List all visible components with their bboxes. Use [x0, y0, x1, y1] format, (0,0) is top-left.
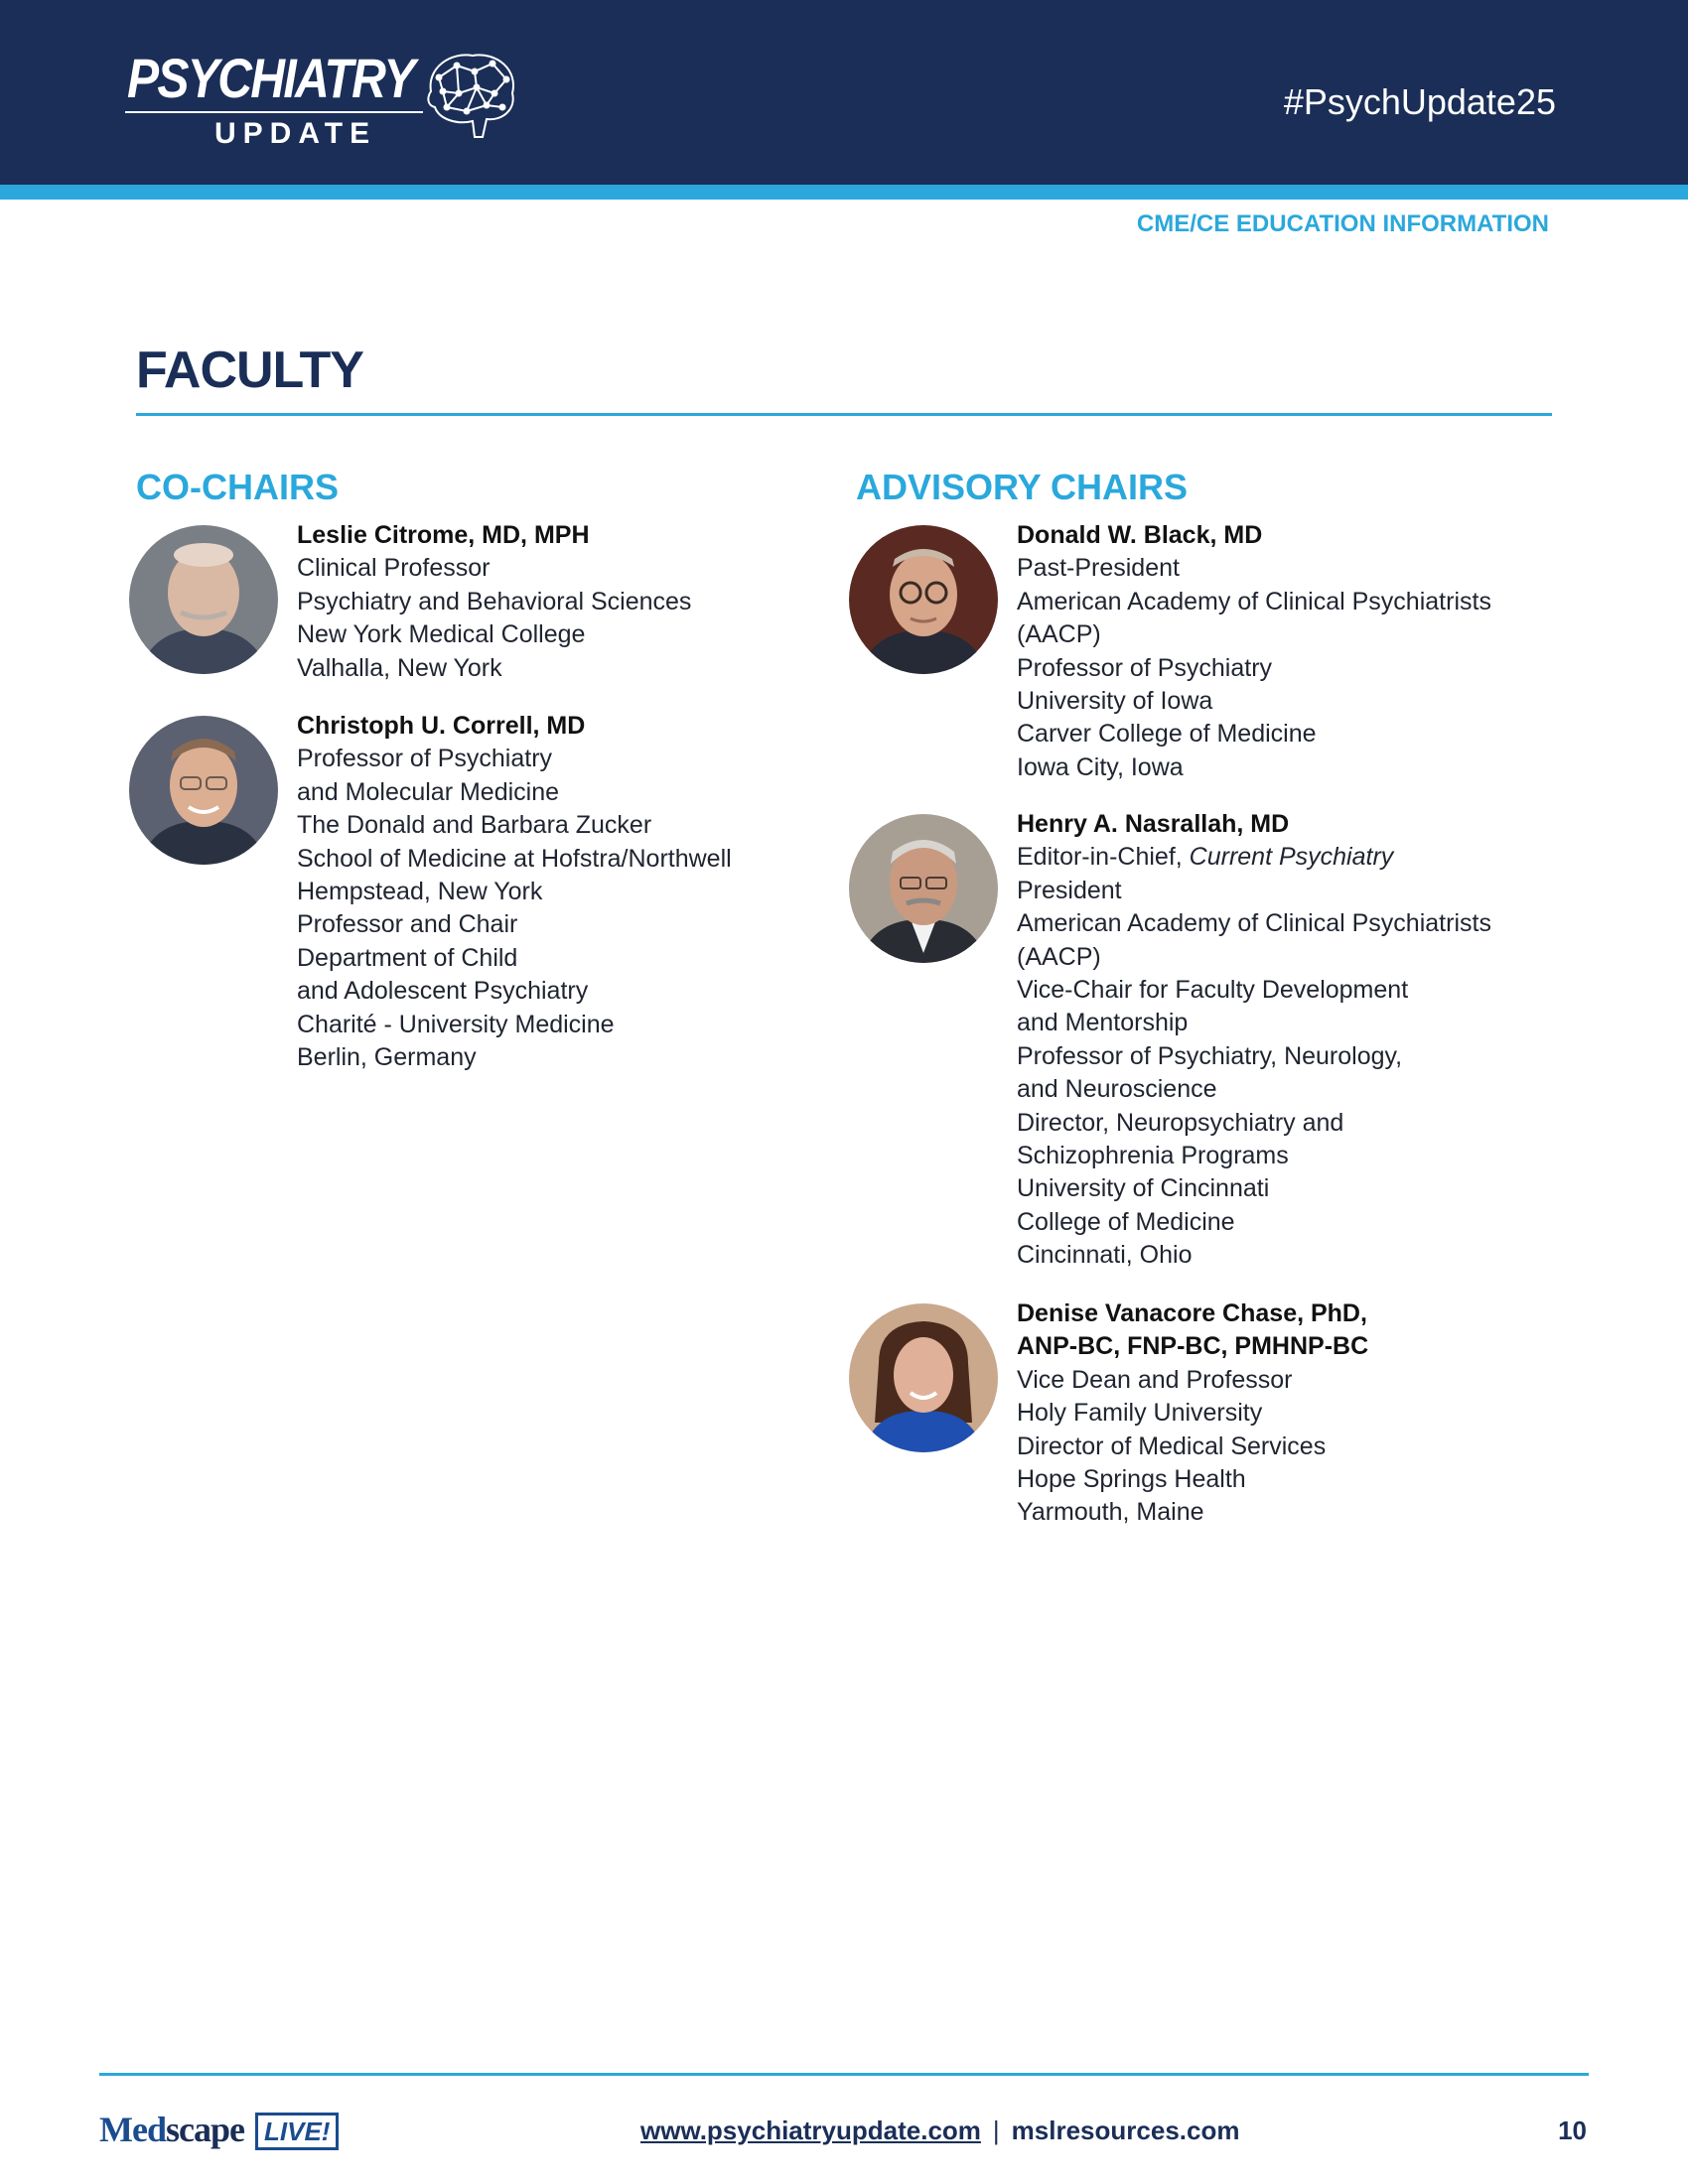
bio-line: Psychiatry and Behavioral Sciences: [297, 587, 692, 615]
live-badge: LIVE!: [255, 2113, 339, 2150]
bio-line: Past-President: [1017, 554, 1180, 583]
faculty-bio: [1017, 1297, 1553, 1530]
faculty-bio: [1017, 519, 1553, 784]
bio-line: College of Medicine: [1017, 1207, 1235, 1236]
bio-line: American Academy of Clinical Psychiatrists: [1017, 587, 1491, 615]
bio-line: Holy Family University: [1017, 1399, 1263, 1428]
header-bar: [0, 0, 1688, 185]
psychiatry-update-link[interactable]: www.psychiatryupdate.com: [640, 2116, 981, 2145]
header-accent-stripe: [0, 185, 1688, 200]
faculty-bio: [297, 519, 833, 685]
avatar: [129, 525, 278, 674]
bio-line: (AACP): [1017, 942, 1101, 971]
bio-line-editor: [1017, 841, 1553, 874]
logo-sub-text: UPDATE: [214, 117, 377, 150]
logo-underline: [125, 111, 423, 113]
bio-line: Clinical Professor: [297, 554, 491, 583]
bio-line: Berlin, Germany: [297, 1043, 477, 1072]
brain-network-icon: [417, 48, 522, 143]
avatar: [849, 525, 998, 674]
bio-line: Hempstead, New York: [297, 878, 543, 906]
bio-line: and Neuroscience: [1017, 1075, 1217, 1104]
medscape-med: Med: [99, 2110, 166, 2149]
bio-line: Vice Dean and Professor: [1017, 1365, 1293, 1394]
bio-line: Carver College of Medicine: [1017, 720, 1317, 749]
faculty-name: Henry A. Nasrallah, MD: [1017, 810, 1290, 838]
bio-line: University of Cincinnati: [1017, 1174, 1270, 1203]
title-divider: [136, 413, 1552, 416]
avatar: [849, 814, 998, 963]
bio-line: Charité - University Medicine: [297, 1010, 615, 1038]
bio-line: Schizophrenia Programs: [1017, 1142, 1289, 1170]
avatar: [129, 716, 278, 865]
bio-line: Department of Child: [297, 943, 518, 972]
bio-line: American Academy of Clinical Psychiatrists: [1017, 909, 1491, 938]
bio-line: Iowa City, Iowa: [1017, 752, 1184, 781]
bio-line: Vice-Chair for Faculty Development: [1017, 976, 1409, 1005]
bio-line: President: [1017, 876, 1122, 904]
bio-line: The Donald and Barbara Zucker: [297, 811, 652, 840]
faculty-name: Christoph U. Correll, MD: [297, 712, 586, 740]
link-separator: |: [992, 2116, 1000, 2145]
bio-line: and Molecular Medicine: [297, 777, 560, 806]
bio-line: Hope Springs Health: [1017, 1465, 1246, 1494]
cochairs-heading: CO-CHAIRS: [136, 467, 339, 507]
footer-links: [640, 2116, 1239, 2146]
journal-name: Current Psychiatry: [1189, 843, 1394, 872]
page-title: FACULTY: [136, 341, 363, 399]
medscape-wordmark: [99, 2109, 244, 2150]
bio-line: University of Iowa: [1017, 687, 1213, 716]
faculty-name: Denise Vanacore Chase, PhD,: [1017, 1299, 1367, 1327]
editor-title: Editor-in-Chief,: [1017, 843, 1190, 872]
mslresources-link[interactable]: mslresources.com: [1011, 2116, 1240, 2145]
faculty-bio: [297, 710, 833, 1074]
faculty-bio: [1017, 808, 1553, 1273]
faculty-credentials: ANP-BC, FNP-BC, PMHNP-BC: [1017, 1332, 1369, 1361]
hashtag: #PsychUpdate25: [1283, 81, 1556, 122]
advisory-chairs-heading: ADVISORY CHAIRS: [856, 467, 1189, 507]
bio-line: Director of Medical Services: [1017, 1432, 1327, 1460]
logo-main-text: PSYCHIATRY: [127, 47, 414, 109]
bio-line: New York Medical College: [297, 620, 586, 649]
bio-line: Valhalla, New York: [297, 653, 502, 682]
bio-line: and Mentorship: [1017, 1009, 1189, 1037]
section-label: CME/CE EDUCATION INFORMATION: [1136, 210, 1549, 237]
faculty-name: Leslie Citrome, MD, MPH: [297, 521, 590, 549]
bio-line: Professor and Chair: [297, 910, 518, 939]
bio-line: Professor of Psychiatry: [297, 745, 553, 773]
footer-divider: [99, 2073, 1589, 2076]
page-number: 10: [1558, 2116, 1587, 2145]
medscape-scape: scape: [165, 2110, 244, 2149]
bio-line: Director, Neuropsychiatry and: [1017, 1108, 1344, 1137]
bio-line: School of Medicine at Hofstra/Northwell: [297, 844, 732, 873]
bio-line: (AACP): [1017, 620, 1101, 649]
faculty-name: Donald W. Black, MD: [1017, 521, 1263, 549]
avatar: [849, 1303, 998, 1452]
bio-line: Professor of Psychiatry, Neurology,: [1017, 1041, 1403, 1070]
psychiatry-update-logo[interactable]: [125, 46, 522, 155]
bio-line: Yarmouth, Maine: [1017, 1498, 1204, 1527]
bio-line: and Adolescent Psychiatry: [297, 977, 589, 1006]
bio-line: Cincinnati, Ohio: [1017, 1241, 1193, 1270]
bio-line: Professor of Psychiatry: [1017, 653, 1273, 682]
